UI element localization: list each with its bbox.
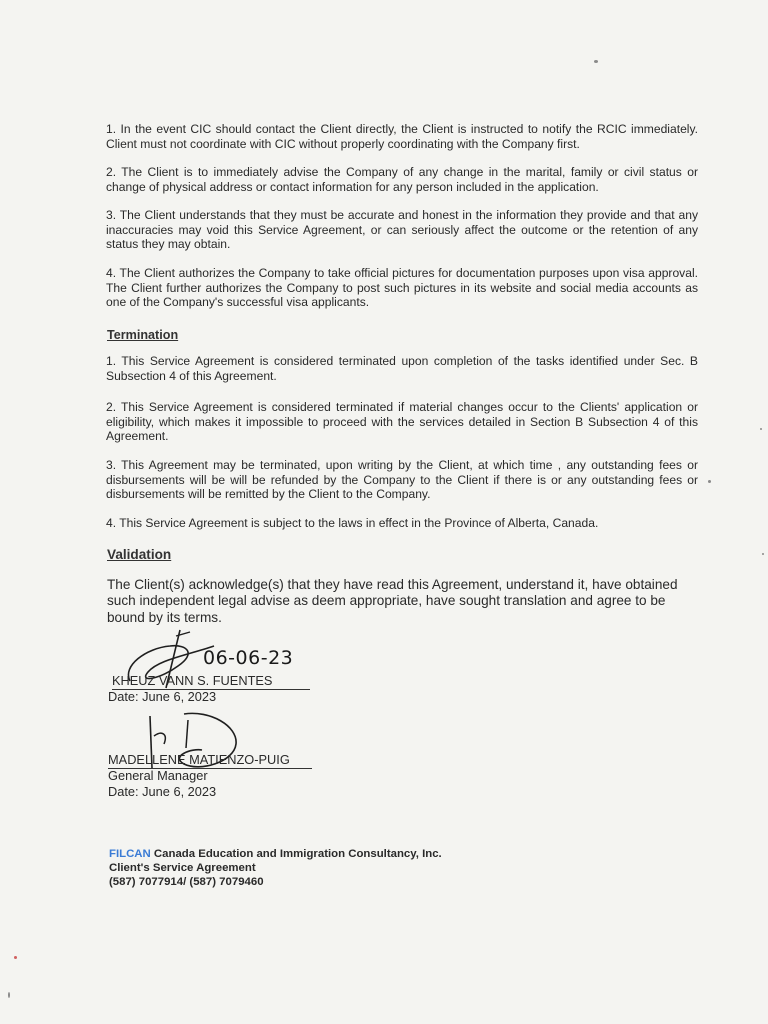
obligation-text: 3. The Client understands that they must be accurate and honest in the information they provide and that any inaccuracies may void this Service Agreement, or can seriously affect the outcome or the retention of any status they may obtain. bbox=[106, 208, 698, 252]
client-date: Date: June 6, 2023 bbox=[108, 689, 217, 704]
scan-speck bbox=[594, 60, 598, 63]
footer-phones: (587) 7077914/ (587) 7079460 bbox=[109, 876, 264, 888]
termination-text: 2. This Service Agreement is considered terminated if material changes occur to the Clients' application or eligibility, which makes it impossible to proceed with the services detailed in Section B Subsection 4 of this Agreement. bbox=[106, 400, 698, 444]
company-name: Canada Education and Immigration Consultancy, Inc. bbox=[150, 848, 442, 860]
scan-speck bbox=[762, 553, 764, 555]
obligation-text: 2. The Client is to immediately advise the Company of any change in the marital, family or civil status or change of physical address or contact information for any person included in the application. bbox=[106, 165, 698, 194]
validation-text: The Client(s) acknowledge(s) that they have read this Agreement, understand it, have obtained such independent legal advise as deem appropriate, have sought translation and agree to be bound by its terms. bbox=[107, 577, 678, 625]
obligation-text: 4. The Client authorizes the Company to take official pictures for documentation purposes upon visa approval. The Client further authorizes the Company to post such pictures in its website and social media accounts as one of the Company's successful visa applicants. bbox=[106, 266, 698, 310]
obligation-item-2 bbox=[106, 165, 698, 194]
termination-text: 4. This Service Agreement is subject to the laws in effect in the Province of Alberta, Canada. bbox=[106, 516, 599, 530]
termination-item-4 bbox=[106, 516, 698, 531]
footer-company-line bbox=[109, 847, 442, 861]
termination-heading: Termination bbox=[107, 328, 179, 342]
termination-item-1 bbox=[106, 354, 698, 383]
manager-date: Date: June 6, 2023 bbox=[108, 784, 217, 799]
obligation-item-3 bbox=[106, 208, 698, 252]
obligation-item-1 bbox=[106, 122, 698, 151]
scan-speck bbox=[8, 992, 10, 998]
footer-doc-title: Client's Service Agreement bbox=[109, 862, 256, 874]
termination-text: 3. This Agreement may be terminated, upon writing by the Client, at which time , any outstanding fees or disbursements will be will be refunded by the Company to the Client if there is or any outstanding fees or disbursements will be remitted by the Client to the Company. bbox=[106, 458, 698, 502]
scan-speck bbox=[708, 480, 711, 483]
client-name: KHEUZ VANN S. FUENTES bbox=[112, 673, 310, 690]
termination-item-3 bbox=[106, 458, 698, 502]
scan-speck bbox=[14, 956, 17, 959]
termination-text: 1. This Service Agreement is considered terminated upon completion of the tasks identified under Sec. B Subsection 4 of this Agreement. bbox=[106, 354, 698, 383]
manager-title: General Manager bbox=[108, 768, 208, 783]
scan-speck bbox=[760, 428, 762, 430]
brand-name: FILCAN bbox=[109, 848, 151, 860]
client-handwritten-date: 06-06-23 bbox=[203, 647, 294, 669]
validation-heading: Validation bbox=[107, 547, 172, 562]
termination-item-2 bbox=[106, 400, 698, 444]
manager-name: MADELLENE MATIENZO-PUIG bbox=[108, 752, 312, 769]
obligation-item-4 bbox=[106, 266, 698, 310]
obligation-text: 1. In the event CIC should contact the Client directly, the Client is instructed to notify the RCIC immediately. Client must not coordinate with CIC without properly coordinating with the Company first. bbox=[106, 122, 698, 151]
